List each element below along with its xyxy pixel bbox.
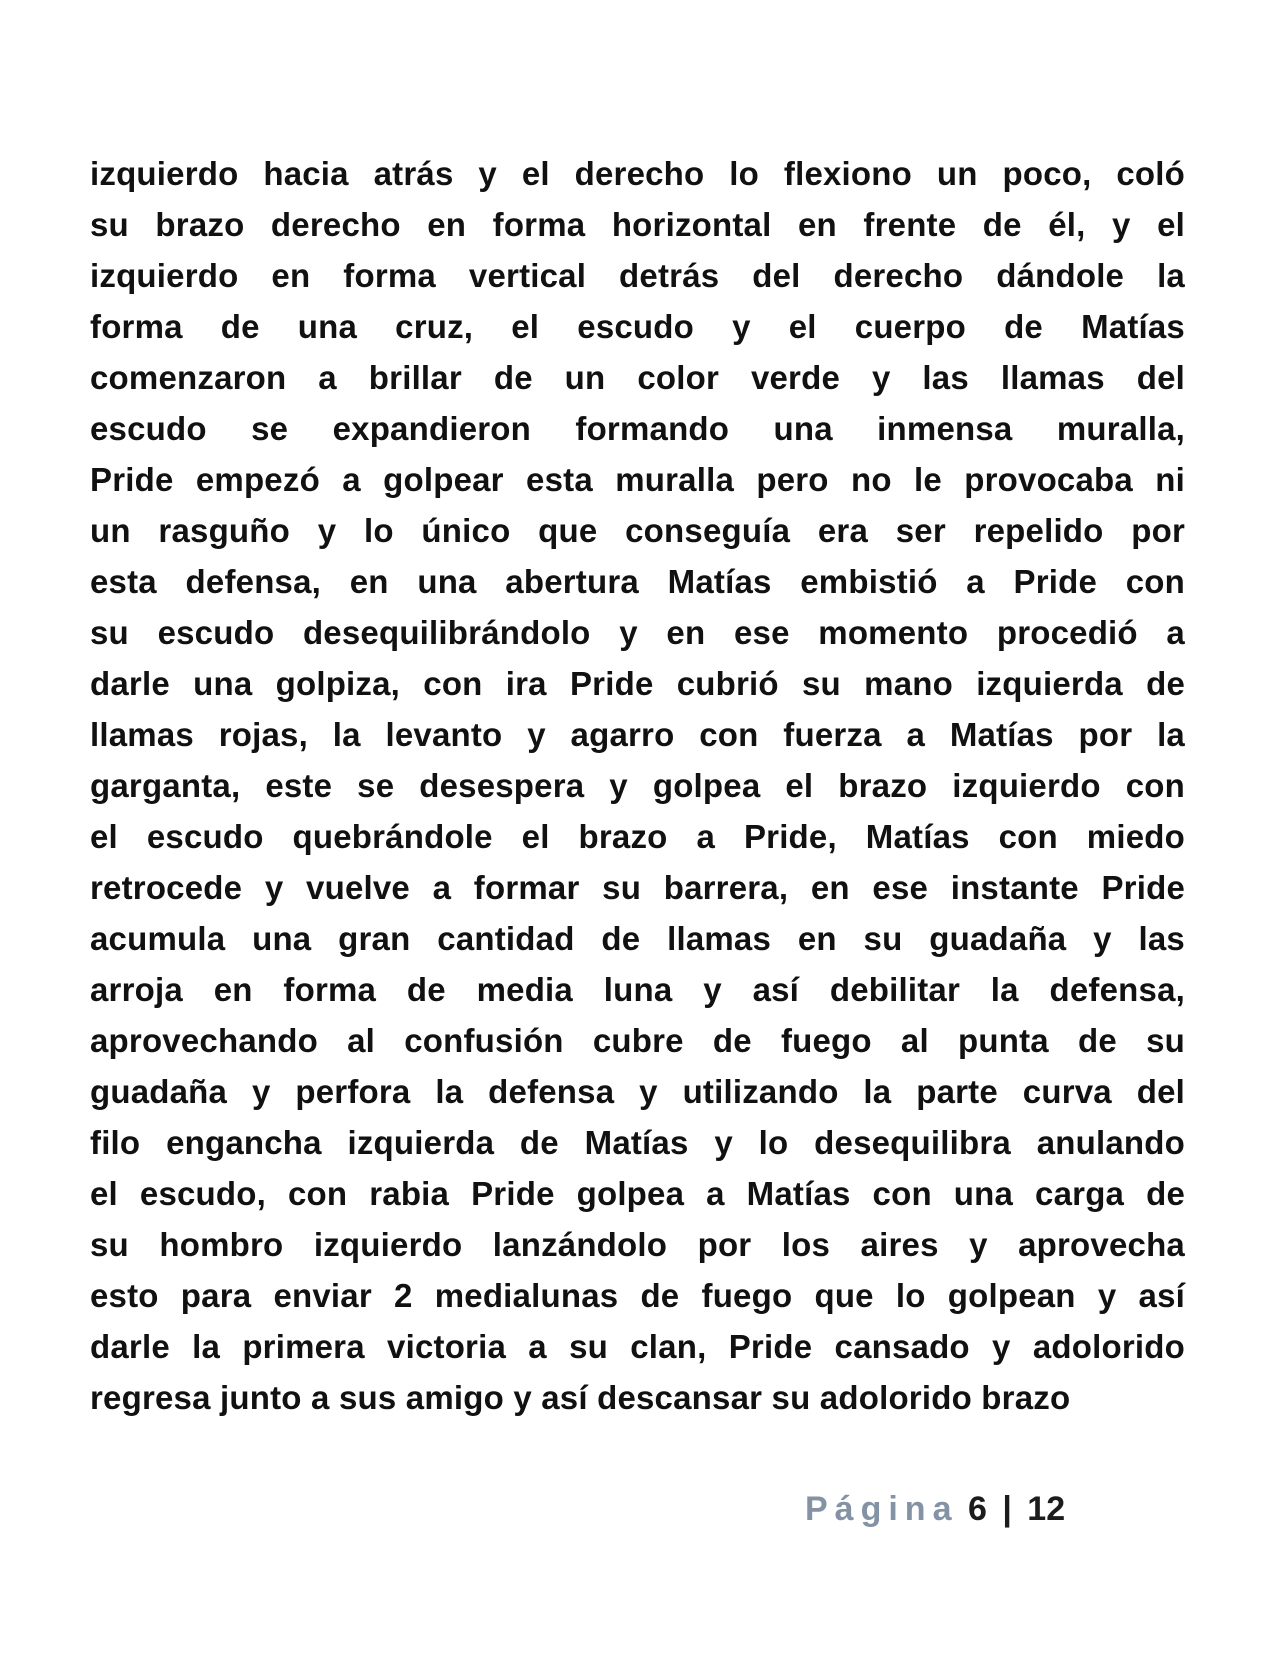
text-line: el escudo, con rabia Pride golpea a Matías con una carga de [90,1175,1185,1212]
text-line: forma de una cruz, el escudo y el cuerpo de Matías [90,308,1185,345]
current-page-number: 6 [967,1490,987,1528]
text-line: llamas rojas, la levanto y agarro con fuerza a Matías por la [90,716,1185,753]
text-line: esta defensa, en una abertura Matías embistió a Pride con [90,563,1185,600]
text-line: garganta, este se desespera y golpea el brazo izquierdo con [90,767,1185,804]
text-line: el escudo quebrándole el brazo a Pride, Matías con miedo [90,818,1185,855]
total-page-count: 12 [1027,1490,1066,1528]
page-label: Página [805,1490,959,1528]
text-line: esto para enviar 2 medialunas de fuego que lo golpean y así [90,1277,1185,1314]
text-line: izquierdo en forma vertical detrás del derecho dándole la [90,257,1185,294]
page-separator: | [1002,1490,1012,1528]
text-line: su brazo derecho en forma horizontal en frente de él, y el [90,206,1185,243]
text-line: arroja en forma de media luna y así debilitar la defensa, [90,971,1185,1008]
page-number-footer [805,1490,1065,1529]
text-line: regresa junto a sus amigo y así descansar su adolorido brazo [90,1379,1071,1416]
text-line: retrocede y vuelve a formar su barrera, en ese instante Pride [90,869,1185,906]
text-line: acumula una gran cantidad de llamas en su guadaña y las [90,920,1185,957]
text-line: su escudo desequilibrándolo y en ese momento procedió a [90,614,1185,651]
text-line: izquierdo hacia atrás y el derecho lo flexiono un poco, coló [90,155,1185,192]
text-line: su hombro izquierdo lanzándolo por los aires y aprovecha [90,1226,1185,1263]
body-paragraph [90,148,1185,1423]
text-line: guadaña y perfora la defensa y utilizando la parte curva del [90,1073,1185,1110]
text-line: un rasguño y lo único que conseguía era ser repelido por [90,512,1185,549]
text-line: comenzaron a brillar de un color verde y las llamas del [90,359,1185,396]
text-line: escudo se expandieron formando una inmensa muralla, [90,410,1185,447]
text-line: filo engancha izquierda de Matías y lo desequilibra anulando [90,1124,1185,1161]
text-line: darle una golpiza, con ira Pride cubrió su mano izquierda de [90,665,1185,702]
text-line: Pride empezó a golpear esta muralla pero no le provocaba ni [90,461,1185,498]
text-line: darle la primera victoria a su clan, Pride cansado y adolorido [90,1328,1185,1365]
text-line: aprovechando al confusión cubre de fuego al punta de su [90,1022,1185,1059]
